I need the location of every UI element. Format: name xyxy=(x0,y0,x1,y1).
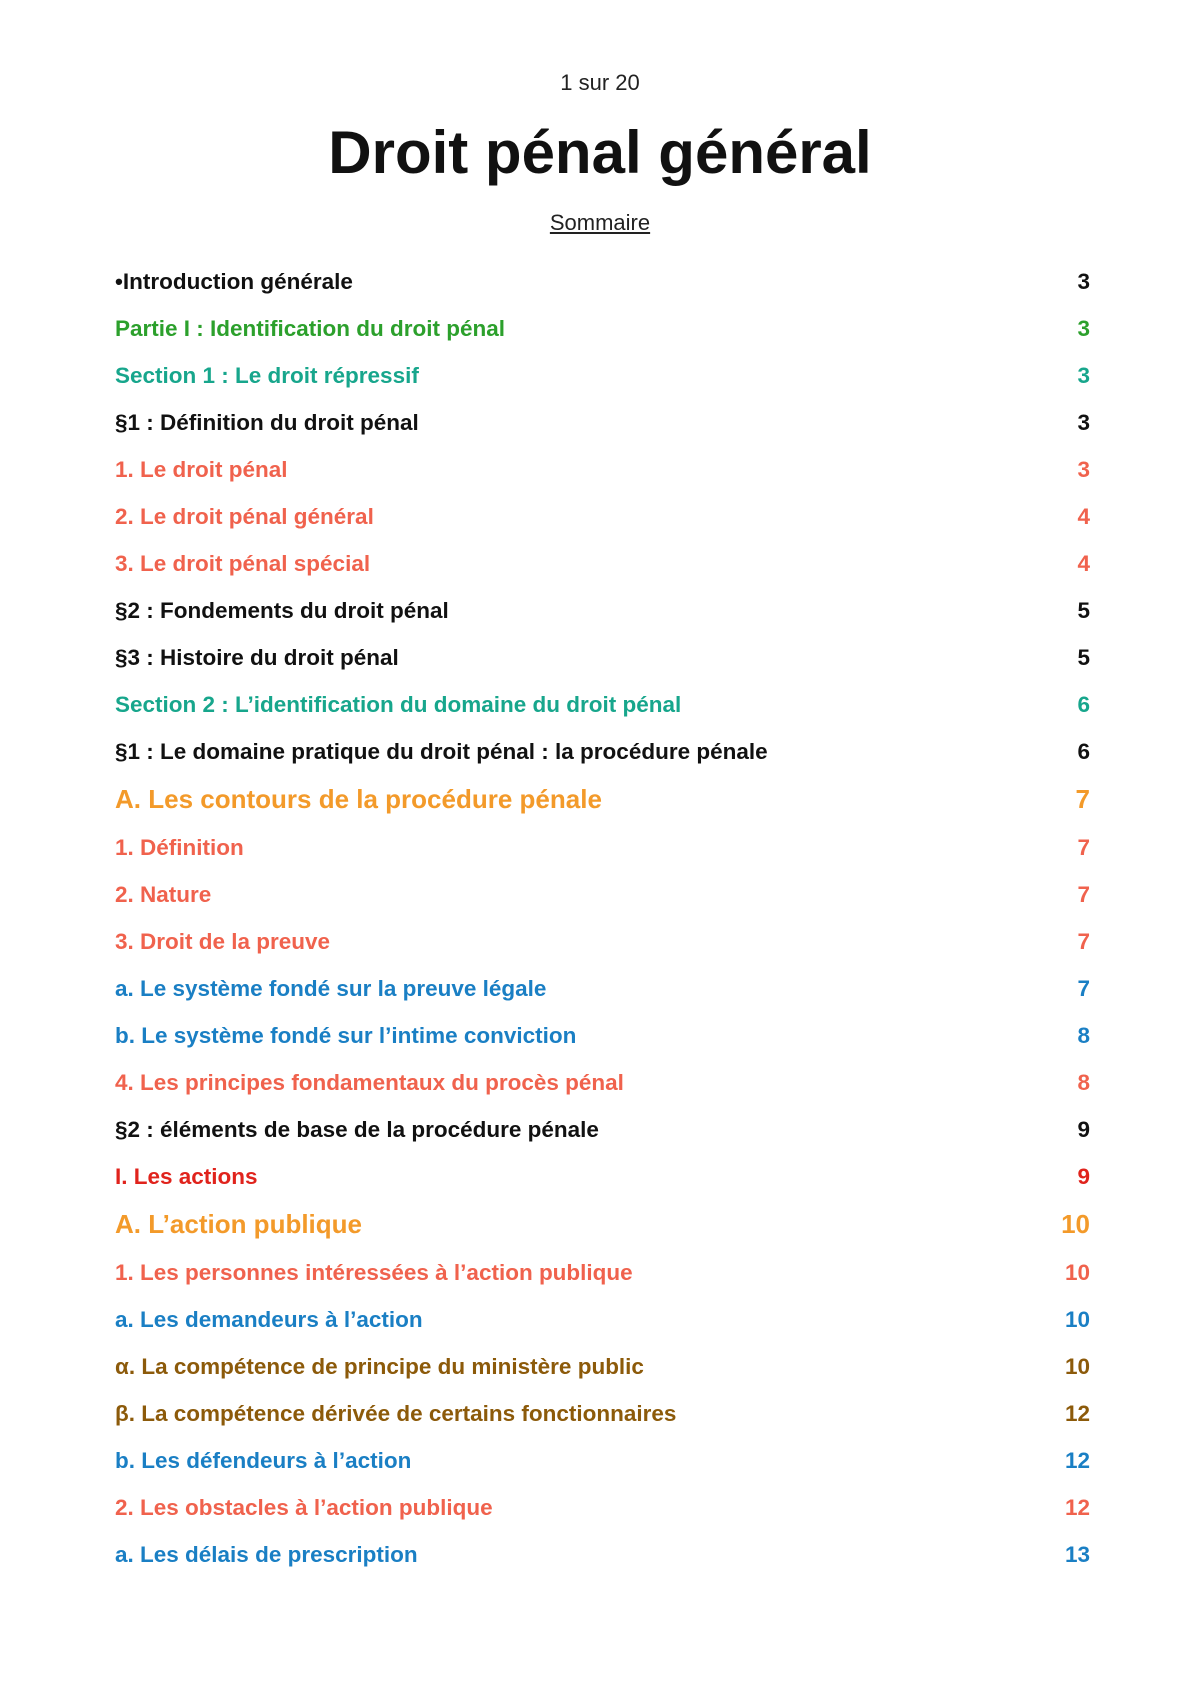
toc-entry-page-number: 6 xyxy=(1077,738,1090,764)
toc-entry-page-number: 10 xyxy=(1061,1209,1090,1239)
toc-entry-page-number: 9 xyxy=(1077,1116,1090,1142)
toc-entry-page-number: 12 xyxy=(1064,1447,1090,1473)
toc-entry[interactable] xyxy=(115,918,1090,965)
toc-entry[interactable] xyxy=(115,965,1090,1012)
toc-entry-label: b. Le système fondé sur l’intime conviction xyxy=(115,1022,577,1048)
toc-entry-label: b. Les défendeurs à l’action xyxy=(115,1447,412,1473)
toc-entry[interactable] xyxy=(115,1106,1090,1153)
toc-entry[interactable] xyxy=(115,775,1090,824)
toc-entry-page-number: 4 xyxy=(1077,550,1090,576)
toc-entry-label: A. Les contours de la procédure pénale xyxy=(115,784,602,814)
toc-entry-page-number: 7 xyxy=(1077,928,1090,954)
toc-entry-label: 2. Le droit pénal général xyxy=(115,503,374,529)
toc-entry[interactable] xyxy=(115,1153,1090,1200)
toc-entry[interactable] xyxy=(115,728,1090,775)
toc-entry-page-number: 3 xyxy=(1077,315,1090,341)
toc-entry-page-number: 10 xyxy=(1064,1306,1090,1332)
toc-entry-label: §1 : Le domaine pratique du droit pénal : la procédure pénale xyxy=(115,738,768,764)
toc-entry-page-number: 7 xyxy=(1075,784,1090,814)
toc-entry-page-number: 10 xyxy=(1064,1259,1090,1285)
toc-entry-page-number: 9 xyxy=(1077,1163,1090,1189)
toc-entry[interactable] xyxy=(115,258,1090,305)
toc-entry-page-number: 12 xyxy=(1064,1400,1090,1426)
toc-entry[interactable] xyxy=(115,634,1090,681)
toc-entry-label: 1. Le droit pénal xyxy=(115,456,288,482)
toc-entry-label: α. La compétence de principe du ministère public xyxy=(115,1353,644,1379)
toc-entry-page-number: 3 xyxy=(1077,456,1090,482)
toc-entry[interactable] xyxy=(115,681,1090,728)
toc-entry-label: A. L’action publique xyxy=(115,1209,362,1239)
toc-entry[interactable] xyxy=(115,1343,1090,1390)
toc-entry-page-number: 13 xyxy=(1064,1541,1090,1567)
toc-entry[interactable] xyxy=(115,1484,1090,1531)
toc-entry[interactable] xyxy=(115,1390,1090,1437)
toc-entry-page-number: 3 xyxy=(1077,362,1090,388)
toc-entry-page-number: 8 xyxy=(1077,1022,1090,1048)
toc-entry-label: 2. Les obstacles à l’action publique xyxy=(115,1494,493,1520)
toc-entry[interactable] xyxy=(115,446,1090,493)
toc-entry-label: I. Les actions xyxy=(115,1163,258,1189)
toc-entry-page-number: 10 xyxy=(1064,1353,1090,1379)
toc-entry-label: Partie I : Identification du droit pénal xyxy=(115,315,506,341)
toc-entry-label: §2 : éléments de base de la procédure pénale xyxy=(115,1116,599,1142)
toc-entry[interactable] xyxy=(115,1059,1090,1106)
toc-entry-label: 1. Définition xyxy=(115,834,244,860)
toc-entry-page-number: 7 xyxy=(1077,881,1090,907)
toc-entry[interactable] xyxy=(115,1200,1090,1249)
toc-entry-label: a. Les demandeurs à l’action xyxy=(115,1306,423,1332)
toc-entry-label: Section 1 : Le droit répressif xyxy=(115,362,419,388)
toc-entry[interactable] xyxy=(115,1012,1090,1059)
toc-entry-page-number: 7 xyxy=(1077,975,1090,1001)
document-title: Droit pénal général xyxy=(328,119,872,186)
toc-entry[interactable] xyxy=(115,871,1090,918)
toc-entry[interactable] xyxy=(115,305,1090,352)
toc-entry-label: 4. Les principes fondamentaux du procès pénal xyxy=(115,1069,624,1095)
toc-entry-label: a. Les délais de prescription xyxy=(115,1541,418,1567)
toc-entry-label: §1 : Définition du droit pénal xyxy=(115,409,419,435)
toc-entry[interactable] xyxy=(115,399,1090,446)
toc-entry[interactable] xyxy=(115,493,1090,540)
toc-entry[interactable] xyxy=(115,1249,1090,1296)
toc-entry-label: β. La compétence dérivée de certains fonctionnaires xyxy=(115,1400,677,1426)
toc-entry-page-number: 3 xyxy=(1077,409,1090,435)
toc-entry[interactable] xyxy=(115,824,1090,871)
toc-entry-label: a. Le système fondé sur la preuve légale xyxy=(115,975,547,1001)
toc-entry-label: 3. Droit de la preuve xyxy=(115,928,331,954)
toc-entry-page-number: 6 xyxy=(1077,691,1090,717)
toc-entry-label: •Introduction générale xyxy=(115,268,353,294)
toc-entry-page-number: 3 xyxy=(1077,268,1090,294)
toc-entry-label: §3 : Histoire du droit pénal xyxy=(115,644,399,670)
toc-entry-page-number: 4 xyxy=(1077,503,1090,529)
toc-entry-page-number: 5 xyxy=(1077,644,1090,670)
toc-entry[interactable] xyxy=(115,352,1090,399)
toc-entry[interactable] xyxy=(115,1437,1090,1484)
toc-entry-label: 2. Nature xyxy=(115,881,212,907)
toc-entry-page-number: 7 xyxy=(1077,834,1090,860)
summary-heading: Sommaire xyxy=(549,210,651,235)
toc-entry-label: §2 : Fondements du droit pénal xyxy=(115,597,449,623)
toc-entry[interactable] xyxy=(115,1296,1090,1343)
toc-entry-label: 3. Le droit pénal spécial xyxy=(115,550,371,576)
toc-entry-label: Section 2 : L’identification du domaine du droit pénal xyxy=(115,691,682,717)
toc-entry-page-number: 5 xyxy=(1077,597,1090,623)
toc-entry-page-number: 8 xyxy=(1077,1069,1090,1095)
toc-entry[interactable] xyxy=(115,1531,1090,1578)
toc-entry-page-number: 12 xyxy=(1064,1494,1090,1520)
toc-entry[interactable] xyxy=(115,540,1090,587)
toc-entry-label: 1. Les personnes intéressées à l’action publique xyxy=(115,1259,633,1285)
page-counter: 1 sur 20 xyxy=(560,70,640,95)
table-of-contents xyxy=(115,258,1090,1578)
toc-entry[interactable] xyxy=(115,587,1090,634)
